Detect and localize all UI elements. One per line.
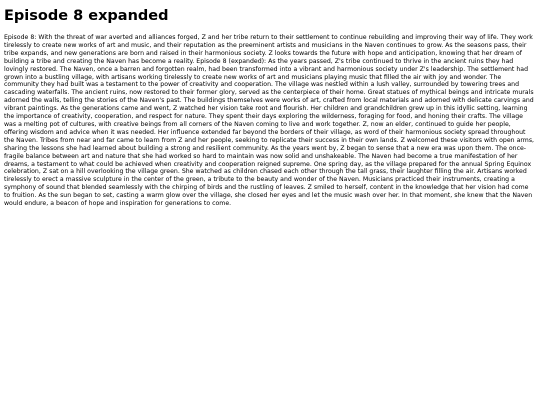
document-body: Episode 8: With the threat of war averted and alliances forged, Z and her tribe return to their settlement to continue rebuilding and improving their way of life. They work tirelessly to create new works of art and music, and their reputation as the preeminent artists and musicians in the Naven continues to grow. As the seasons pass, their tribe expands, and new generations are born and raised in their harmonious society. Z looks towards the future with hope and anticipation, knowing that her dream of building a tribe and creating the Naven has become a reality. Episode 8 (expanded): As the years passed, Z's tribe continued to thrive in the ancient ruins they had lovingly restored. The Naven, once a barren and forgotten realm, had been transformed into a vibrant and harmonious society under Z's leadership. The settlement had grown into a bustling village, with artisans working tirelessly to create new works of art and musicians playing music that filled the air with joy and wonder. The community they had built was a testament to the power of creativity and cooperation. The village was nestled within a lush valley, surrounded by towering trees and cascading waterfalls. The ancient ruins, now restored to their former glory, served as the centerpiece of their home. Great statues of mythical beings and intricate murals adorned the walls, telling the stories of the Naven's past. The buildings themselves were works of art, crafted from local materials and adorned with delicate carvings and vibrant paintings. As the generations came and went, Z watched her vision take root and flourish. Her children and grandchildren grew up in this idyllic setting, learning the importance of creativity, cooperation, and respect for nature. They spent their days exploring the wilderness, foraging for food, and honing their crafts. The village was a melting pot of cultures, with creative beings from all corners of the Naven coming to live and work together. Z, now an elder, continued to guide her people, offering wisdom and advice when it was needed. Her influence extended far beyond the borders of their village, as word of their harmonious society spread throughout the Naven. Tribes from near and far came to learn from Z and her people, seeking to replicate their success in their own lands. Z welcomed these visitors with open arms, sharing the lessons she had learned about building a strong and resilient community. As the years went by, Z began to sense that a new era was upon them. The once-fragile balance between art and nature that she had worked so hard to maintain was now solid and unshakeable. The Naven had become a true manifestation of her dreams, a testament to what could be achieved when creativity and cooperation reigned supreme. One spring day, as the village prepared for the annual Spring Equinox celebration, Z sat on a hill overlooking the village green. She watched as children chased each other through the tall grass, their laughter filling the air. Artisans worked tirelessly to erect a massive sculpture in the center of the green, a tribute to the beauty and wonder of the Naven. Musicians practiced their instruments, creating a symphony of sound that blended seamlessly with the chirping of birds and the rustling of leaves. Z smiled to herself, content in the knowledge that her vision had come to fruition. As the sun began to set, casting a warm glow over the village, she closed her eyes and let the music wash over her. In that moment, she knew that the Naven would endure, a beacon of hope and inspiration for generations to come. (4, 34, 535, 208)
document-title: Episode 8 expanded (4, 8, 169, 24)
